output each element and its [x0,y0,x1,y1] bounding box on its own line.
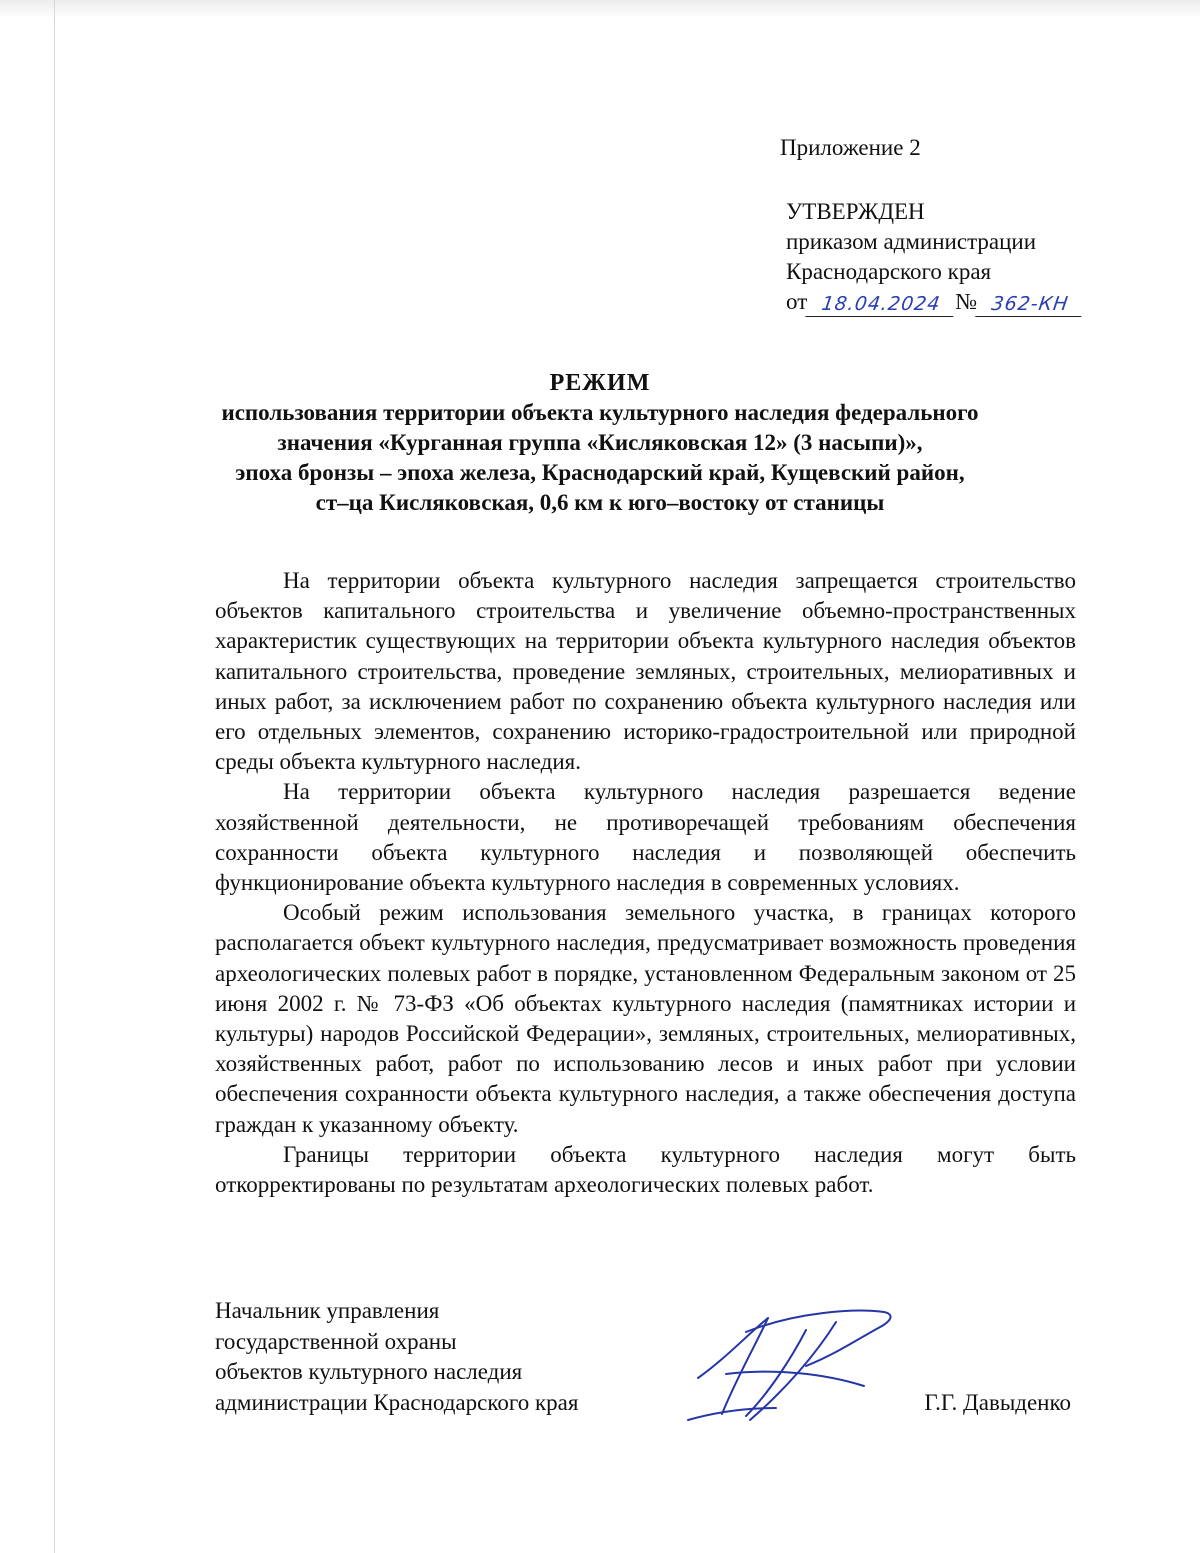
document-title [150,368,1050,518]
from-label: от [786,289,808,314]
handwritten-date: 18.04.2024 [805,292,957,317]
scan-top-edge [0,0,1200,18]
position-line-1: Начальник управления [215,1298,440,1323]
handwritten-number: 362-КН [975,292,1085,317]
approved-label: УТВЕРЖДЕН [786,199,925,224]
title-main: РЕЖИМ [549,370,651,396]
position-line-4: администрации Краснодарского края [215,1389,579,1415]
order-line-2: Краснодарского края [786,259,992,284]
paragraph-prohibitions: На территории объекта культурного наследия запрещается строительство объектов капитального строительства и увеличение объемно-пространственных характеристик существующих на территории объекта культурного наследия объектов капитального строительства, проведение земляных, строительных, мелиоративных и иных работ, за исключением работ по сохранению объекта культурного наследия или его отдельных элементов, сохранению историко-градостроительной или природной среды объекта культурного наследия. [215,568,1076,775]
approval-block [786,197,1083,317]
signatory-position [215,1296,578,1418]
paragraph-special-regime: Особый режим использования земельного участка, в границах которого располагается объект культурного наследия, предусматривает возможность проведения археологических полевых работ в порядке, установленном Федеральным законом от 25 июня 2002 г. № 73-ФЗ «Об объектах культурного наследия (памятниках истории и культуры) народов Российской Федерации», земляных, строительных, мелиоративных, хозяйственных работ, работ по использованию лесов и иных работ при условии обеспечения сохранности объекта культурного наследия, а также обеспечения доступа граждан к указанному объекту. [215,900,1076,1137]
number-label: № [955,289,978,314]
position-line-2: государственной охраны [215,1328,457,1354]
order-date-number-row [786,287,1083,317]
position-line-3: объектов культурного наследия [215,1359,523,1384]
title-line-1: использования территории объекта культурного наследия федерального [221,400,979,425]
handwritten-signature [686,1304,900,1426]
scan-left-edge [54,0,55,1553]
signatory-name: Г.Г. Давыденко [924,1390,1071,1415]
title-line-2: значения «Курганная группа «Кисляковская 12» (3 насыпи)», [277,430,923,455]
appendix-label: Приложение 2 [780,135,921,160]
paragraph-permitted-activity: На территории объекта культурного наследия разрешается ведение хозяйственной деятельности, не противоречащей требованиям обеспечения сохранности объекта культурного наследия и позволяющей обеспечить функционирование объекта культурного наследия в современных условиях. [215,779,1076,896]
order-line-1: приказом администрации [786,229,1037,254]
title-line-4: ст–ца Кисляковская, 0,6 км к юго–востоку от станицы [315,490,885,515]
title-line-3: эпоха бронзы – эпоха железа, Краснодарский край, Кущевский район, [235,460,965,485]
paragraph-boundaries: Границы территории объекта культурного наследия могут быть откорректированы по результатам археологических полевых работ. [215,1141,1076,1198]
document-body [215,566,1076,1200]
